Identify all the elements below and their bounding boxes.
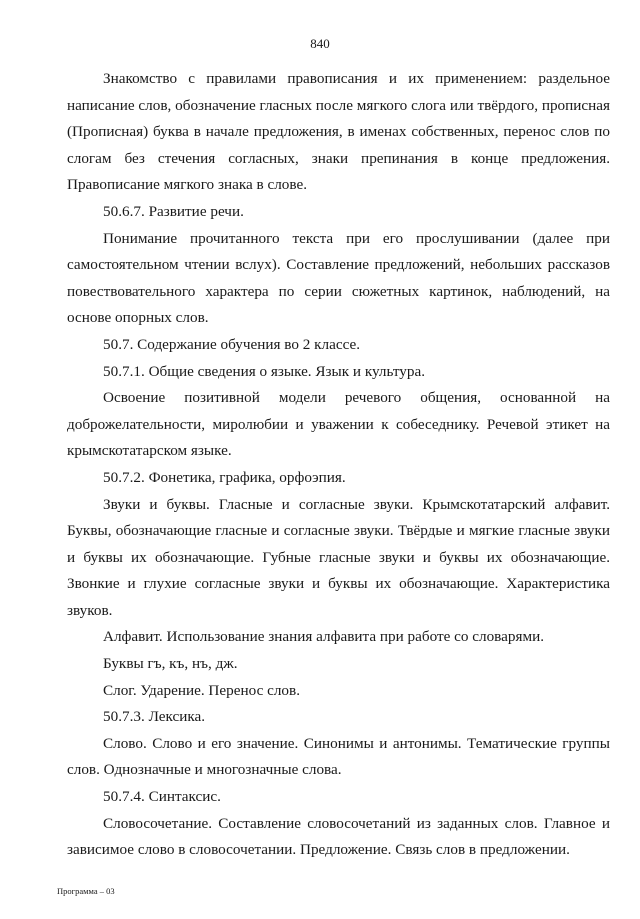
paragraph-speech-model: Освоение позитивной модели речевого общения, основанной на доброжелательности, миролюбии и уважении к собеседнику. Речевой этикет на крымскотатарском языке. bbox=[67, 389, 610, 460]
heading-language-culture: 50.7.1. Общие сведения о языке. Язык и культура. bbox=[103, 362, 426, 380]
heading-lexicon: 50.7.3. Лексика. bbox=[103, 708, 206, 726]
page-footer: Программа – 03 bbox=[57, 886, 115, 896]
paragraph-syllable: Слог. Ударение. Перенос слов. bbox=[103, 681, 300, 699]
paragraph-word-meaning: Слово. Слово и его значение. Синонимы и антонимы. Тематические группы слов. Однозначные и многозначные слова. bbox=[67, 734, 610, 779]
heading-speech-development: 50.6.7. Развитие речи. bbox=[103, 202, 244, 220]
page-number: 840 bbox=[310, 36, 330, 51]
heading-phonetics: 50.7.2. Фонетика, графика, орфоэпия. bbox=[103, 468, 346, 486]
document-body bbox=[67, 66, 610, 864]
heading-syntax: 50.7.4. Синтаксис. bbox=[103, 788, 221, 806]
paragraph-letters: Буквы гъ, къ, нъ, дж. bbox=[103, 655, 238, 673]
paragraph-alphabet: Алфавит. Использование знания алфавита при работе со словарями. bbox=[103, 628, 545, 646]
paragraph-sounds-letters: Звуки и буквы. Гласные и согласные звуки. Крымскотатарский алфавит. Буквы, обозначающие гласные и согласные звуки. Твёрдые и мягкие гласные звуки и буквы их обозначающие. Губные гласные звуки и буквы их обозначающие. Звонкие и глухие согласные звуки и буквы их обозначающие. Характеристика звуков. bbox=[67, 495, 610, 619]
paragraph-spelling-rules: Знакомство с правилами правописания и их применением: раздельное написание слов, обозначение гласных после мягкого слога или твёрдого, прописная (Прописная) буква в начале предложения, в именах собственных, перенос слов по слогам без стечения согласных, знаки препинания в конце предложения. Правописание мягкого знака в слове. bbox=[67, 70, 610, 194]
heading-grade2-content: 50.7. Содержание обучения во 2 классе. bbox=[103, 335, 361, 353]
paragraph-text-understanding: Понимание прочитанного текста при его прослушивании (далее при самостоятельном чтении вслух). Составление предложений, небольших рассказов повествовательного характера по серии сюжетных картинок, наблюдений, на основе опорных слов. bbox=[67, 229, 610, 327]
paragraph-phrases: Словосочетание. Составление словосочетаний из заданных слов. Главное и зависимое слово в словосочетании. Предложение. Связь слов в предложении. bbox=[67, 814, 610, 859]
